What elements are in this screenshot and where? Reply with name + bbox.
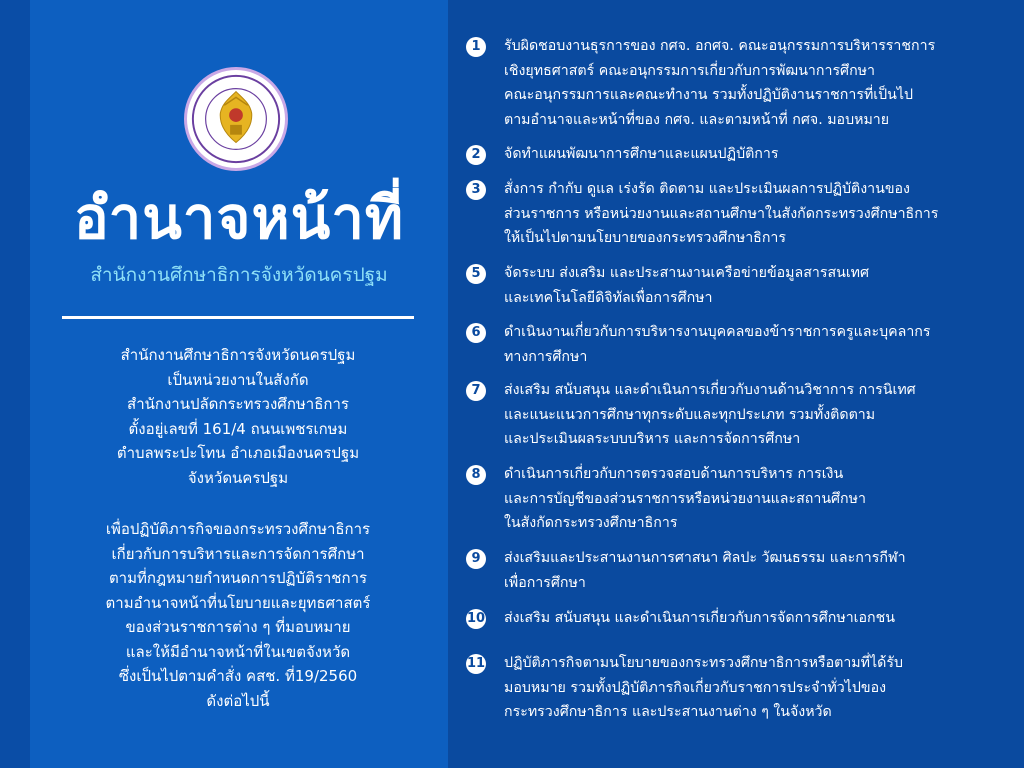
purpose-line: ตามอำนาจหน้าที่นโยบายและยุทธศาสตร์ bbox=[105, 593, 371, 612]
duty-line: รับผิดชอบงานธุรการของ กศจ. อกศจ. คณะอนุกรรมการบริหารราชการ bbox=[504, 38, 936, 54]
duty-text bbox=[504, 651, 1012, 725]
duty-line: ปฏิบัติภารกิจตามนโยบายของกระทรวงศึกษาธิการหรือตามที่ได้รับ bbox=[504, 655, 903, 671]
duty-text bbox=[504, 34, 1012, 132]
duty-number-badge: 7 bbox=[466, 381, 486, 401]
duty-text bbox=[504, 177, 1012, 251]
duty-number-badge: 1 bbox=[466, 37, 486, 57]
duty-text bbox=[504, 462, 1012, 536]
title-divider bbox=[62, 316, 414, 319]
duty-number-badge: 10 bbox=[466, 609, 486, 629]
duty-line: จัดระบบ ส่งเสริม และประสานงานเครือข่ายข้อมูลสารสนเทศ bbox=[504, 265, 870, 281]
intro-line: สำนักงานปลัดกระทรวงศึกษาธิการ bbox=[127, 395, 349, 413]
purpose-line: ซึ่งเป็นไปตามคำสั่ง คสช. ที่19/2560 bbox=[118, 667, 358, 685]
duty-line: กระทรวงศึกษาธิการ และประสานงานต่าง ๆ ในจังหวัด bbox=[504, 704, 832, 720]
purpose-line: และให้มีอำนาจหน้าที่ในเขตจังหวัด bbox=[125, 642, 351, 661]
duty-number-badge: 9 bbox=[466, 549, 486, 569]
page-title: อำนาจหน้าที่ bbox=[73, 184, 405, 252]
seal-emblem-icon bbox=[187, 70, 285, 168]
purpose-line: เพื่อปฏิบัติภารกิจของกระทรวงศึกษาธิการ bbox=[105, 520, 371, 538]
intro-line: เป็นหน่วยงานในสังกัด bbox=[167, 370, 309, 389]
duty-line: ตามอำนาจและหน้าที่ของ กศจ. และตามหน้าที่ กศจ. มอบหมาย bbox=[504, 111, 890, 128]
page-subtitle: สำนักงานศึกษาธิการจังหวัดนครปฐม bbox=[90, 264, 388, 286]
duty-line: จัดทำแผนพัฒนาการศึกษาและแผนปฏิบัติการ bbox=[504, 146, 779, 162]
duty-line: สั่งการ กำกับ ดูแล เร่งรัด ติดตาม และประเมินผลการปฏิบัติงานของ bbox=[504, 181, 910, 197]
intro-paragraph bbox=[58, 343, 418, 490]
duty-line: และประเมินผลระบบบริหาร และการจัดการศึกษา bbox=[504, 431, 801, 447]
duty-number-badge: 3 bbox=[466, 180, 486, 200]
duty-line: ส่งเสริม สนับสนุน และดำเนินการเกี่ยวกับงานด้านวิชาการ การนิเทศ bbox=[504, 382, 916, 398]
duty-line: ในสังกัดกระทรวงศึกษาธิการ bbox=[504, 515, 678, 531]
duty-line: คณะอนุกรรมการและคณะทำงาน รวมทั้งปฏิบัติงานราชการที่เป็นไป bbox=[504, 87, 914, 103]
duty-number-badge: 2 bbox=[466, 145, 486, 165]
purpose-line: ของส่วนราชการต่าง ๆ ที่มอบหมาย bbox=[125, 618, 351, 636]
purpose-line: ดังต่อไปนี้ bbox=[206, 691, 270, 710]
duty-text bbox=[504, 320, 1012, 369]
duty-text bbox=[504, 261, 1012, 310]
intro-line: ตั้งอยู่เลขที่ 161/4 ถนนเพชรเกษม bbox=[128, 419, 348, 438]
duty-line: เชิงยุทธศาสตร์ คณะอนุกรรมการเกี่ยวกับการพัฒนาการศึกษา bbox=[504, 62, 875, 79]
duty-number-badge: 5 bbox=[466, 264, 486, 284]
duty-line: ทางการศึกษา bbox=[504, 348, 588, 365]
duty-line: และเทคโนโลยีดิจิทัลเพื่อการศึกษา bbox=[504, 289, 713, 306]
duty-line: ส่งเสริมและประสานงานการศาสนา ศิลปะ วัฒนธรรม และการกีฬา bbox=[504, 550, 906, 566]
duty-line: และการบัญชีของส่วนราชการหรือหน่วยงานและสถานศึกษา bbox=[504, 490, 866, 507]
purpose-line: ตามที่กฎหมายกำหนดการปฏิบัติราชการ bbox=[108, 569, 368, 587]
intro-line: จังหวัดนครปฐม bbox=[187, 468, 289, 487]
duty-number-badge: 6 bbox=[466, 323, 486, 343]
purpose-line: เกี่ยวกับการบริหารและการจัดการศึกษา bbox=[111, 544, 365, 563]
duty-line: มอบหมาย รวมทั้งปฏิบัติภารกิจเกี่ยวกับราชการประจำทั่วไปของ bbox=[504, 679, 887, 696]
duty-line: ส่งเสริม สนับสนุน และดำเนินการเกี่ยวกับการจัดการศึกษาเอกชน bbox=[504, 610, 895, 626]
duty-number-badge: 11 bbox=[466, 654, 486, 674]
office-seal-logo bbox=[184, 67, 288, 171]
purpose-paragraph bbox=[58, 517, 418, 713]
duty-line: และแนะแนวการศึกษาทุกระดับและทุกประเภท รวมทั้งติดตาม bbox=[504, 406, 876, 423]
duty-line: เพื่อการศึกษา bbox=[504, 574, 586, 591]
duty-text bbox=[504, 142, 1012, 167]
duty-text bbox=[504, 606, 1012, 631]
duty-text bbox=[504, 546, 1012, 595]
intro-line: ตำบลพระปะโทน อำเภอเมืองนครปฐม bbox=[116, 444, 360, 462]
intro-line: สำนักงานศึกษาธิการจังหวัดนครปฐม bbox=[120, 346, 356, 364]
duty-number-badge: 8 bbox=[466, 465, 486, 485]
duty-line: ส่วนราชการ หรือหน่วยงานและสถานศึกษาในสังกัดกระทรวงศึกษาธิการ bbox=[504, 205, 939, 222]
duty-text bbox=[504, 378, 1012, 452]
duty-line: ดำเนินงานเกี่ยวกับการบริหารงานบุคคลของข้าราชการครูและบุคลากร bbox=[504, 324, 931, 340]
duty-line: ดำเนินการเกี่ยวกับการตรวจสอบด้านการบริหาร การเงิน bbox=[504, 466, 844, 482]
duty-line: ให้เป็นไปตามนโยบายของกระทรวงศึกษาธิการ bbox=[504, 230, 787, 246]
